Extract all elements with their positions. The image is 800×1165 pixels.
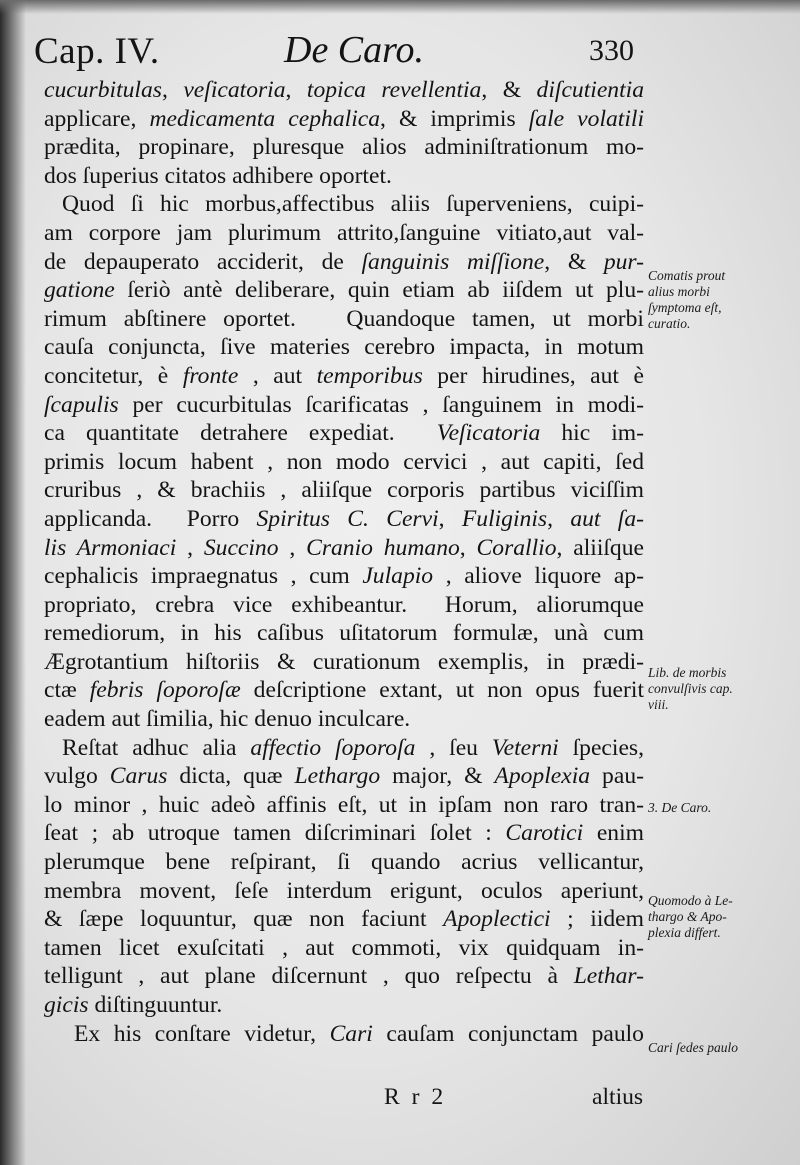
margin-note-line: Lib. de morbis	[648, 665, 727, 680]
text-line: tamen licet exuſcitati , aut commoti, vix quidquam in-	[44, 934, 644, 961]
margin-note-cari-sedes	[648, 1040, 798, 1056]
text-line: Reſtat adhuc alia affectio ſoporoſa , ſeu Veterni ſpecies,	[62, 734, 644, 761]
signature-mark: R r 2	[384, 1084, 447, 1110]
text-line: cephalicis impraegnatus , cum Julapio , aliove liquore ap-	[44, 563, 644, 590]
text-line: applicare, medicamenta cephalica, & imprimis ſale volatili	[44, 105, 645, 132]
text-line: Ægrotantium hiſtoriis & curationum exemplis, in prædi-	[44, 648, 644, 675]
text-line: cruribus , & brachiis , aliiſque corporis partibus viciſſim	[44, 477, 644, 504]
text-line: plerumque bene reſpirant, ſi quando acrius vellicantur,	[44, 849, 644, 876]
text-line: am corpore jam plurimum attrito,ſanguine vitiato,aut val-	[44, 219, 644, 246]
text-line: ca quantitate detrahere expediat. Veſicatoria hic im-	[44, 420, 645, 447]
text-line: vulgo Carus dicta, quæ Lethargo major, & Apoplexia pau-	[44, 763, 644, 790]
text-line: ſcapulis per cucurbitulas ſcarificatas , ſanguinem in modi-	[44, 391, 644, 418]
text-line: eadem aut ſimilia, hic denuo inculcare.	[44, 706, 411, 733]
text-line: Ex his conſtare videtur, Cari cauſam conjunctam paulo	[74, 1020, 644, 1047]
margin-note-line: plexia differt.	[648, 925, 721, 940]
page-footer	[44, 1084, 654, 1124]
margin-note-comatis	[648, 268, 798, 332]
binding-shadow	[0, 0, 26, 1165]
running-title: De Caro.	[284, 29, 425, 71]
margin-note-line: Comatis prout	[648, 268, 726, 283]
margin-note-line: alius morbi	[648, 284, 710, 299]
chapter-label: Cap. IV.	[34, 31, 160, 72]
text-line: & ſæpe loquuntur, quæ non faciunt Apoplectici ; iidem	[44, 906, 644, 933]
main-text-column	[44, 76, 644, 1048]
text-line: de depauperato acciderit, de ſanguinis miſſione, & pur-	[44, 248, 644, 275]
margin-note-line: ſymptoma eſt,	[648, 300, 722, 315]
top-edge-shadow	[0, 0, 800, 14]
text-line: gicis diſtinguuntur.	[44, 992, 223, 1018]
text-line: dos ſuperius citatos adhibere oportet.	[44, 162, 392, 189]
margin-note-quomodo	[648, 893, 798, 941]
text-line: ctæ febris ſoporoſæ deſcriptione extant, ut non opus fuerit	[44, 677, 644, 704]
text-line: gatione ſeriò antè deliberare, quin etiam ab iiſdem ut plu-	[44, 277, 644, 304]
text-line: remediorum, in his caſibus uſitatorum formulæ, unà cum	[44, 620, 644, 647]
margin-note-line: 3. De Caro.	[648, 800, 712, 815]
margin-note-line: thargo & Apo-	[648, 909, 727, 924]
text-line: rimum abſtinere oportet. Quandoque tamen, ut morbi	[44, 305, 644, 332]
text-line: cauſa conjuncta, ſive materies cerebro impacta, in motum	[44, 334, 644, 361]
catchword: altius	[592, 1084, 644, 1110]
margin-note-line: curatio.	[648, 316, 691, 331]
text-line: propriato, crebra vice exhibeantur. Horum, aliorumque	[44, 591, 644, 618]
text-line: applicanda. Porro Spiritus C. Cervi, Fuliginis, aut ſa-	[44, 505, 644, 532]
text-line: ſeat ; ab utroque tamen diſcriminari ſolet : Carotici enim	[44, 820, 644, 847]
page-number: 330	[589, 34, 634, 67]
text-line: lo minor , huic adeò affinis eſt, ut in ipſam non raro tran-	[44, 791, 644, 818]
margin-note-line: viii.	[648, 697, 669, 712]
text-line: telligunt , aut plane diſcernunt , quo reſpectu à Lethar-	[44, 963, 644, 990]
text-line: membra movent, ſeſe interdum erigunt, oculos aperiunt,	[44, 877, 644, 904]
margin-note-line: convulſivis cap.	[648, 681, 733, 696]
text-line: Quod ſi hic morbus,affectibus aliis ſuperveniens, cuipi-	[62, 191, 644, 218]
margin-note-de-caro	[648, 800, 798, 816]
margin-note-line: Quomodo à Le-	[648, 893, 733, 908]
margin-note-lib-de-morbis	[648, 665, 798, 713]
text-line: lis Armoniaci , Succino , Cranio humano, Corallio, aliiſque	[44, 534, 644, 561]
margin-note-line: Cari ſedes paulo	[648, 1040, 738, 1055]
text-line: concitetur, è fronte , aut temporibus per hirudines, aut è	[44, 362, 644, 389]
text-line: primis locum habent , non modo cervici , aut capiti, ſed	[44, 448, 644, 475]
running-header	[34, 28, 634, 78]
text-line: prædita, propinare, pluresque alios adminiſtrationum mo-	[44, 134, 644, 161]
text-line: cucurbitulas, veſicatoria, topica revellentia, & diſcutientia	[44, 77, 644, 103]
